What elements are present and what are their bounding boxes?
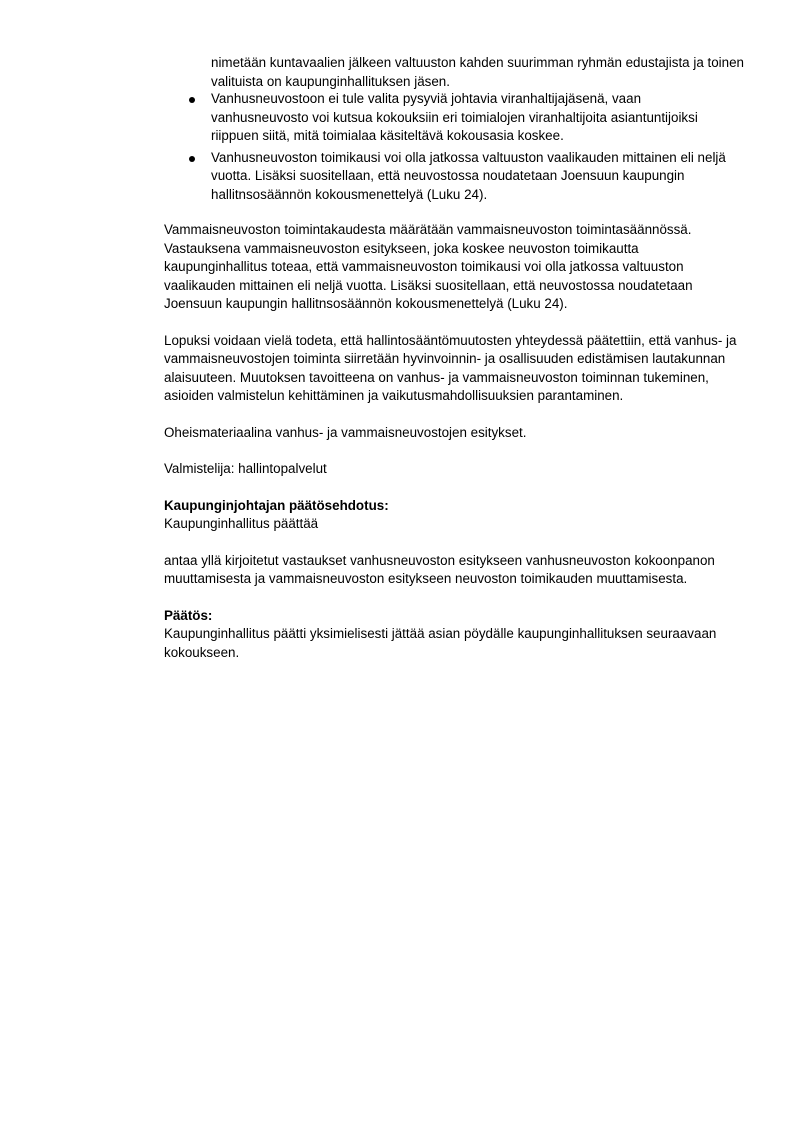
decision-body: Kaupunginhallitus päätti yksimielisesti jättää asian pöydälle kaupunginhallituksen seuraavaan kokoukseen. <box>164 626 717 660</box>
bullet-text: Vanhusneuvostoon ei tule valita pysyviä johtavia viranhaltijajäsenä, vaan vanhusneuvosto voi kutsua kokouksiin eri toimialojen viranhaltijoita asiantuntijoiksi riippuen siitä, mitä toimialaa käsiteltävä kokousasia koskee. <box>211 91 698 143</box>
bullet-list <box>0 90 794 207</box>
spacer <box>164 534 744 552</box>
proposal-body: antaa yllä kirjoitetut vastaukset vanhusneuvoston esitykseen vanhusneuvoston kokoonpanon muuttamisesta ja vammaisneuvoston esitykseen neuvoston toimikauden muuttamisesta. <box>164 552 715 586</box>
bullet-item <box>0 90 741 146</box>
bullet-icon <box>189 156 195 162</box>
bullet-item <box>0 149 741 205</box>
decision-heading: Päätös: <box>164 607 213 623</box>
oheismateriaali-paragraph: Oheismateriaalina vanhus- ja vammaisneuvostojen esitykset. <box>164 424 527 440</box>
continuation-text: nimetään kuntavaalien jälkeen valtuuston kahden suurimman ryhmän edustajista ja toinen valituista on kaupunginhallituksen jäsen. <box>211 55 744 89</box>
bullet-text: Vanhusneuvoston toimikausi voi olla jatkossa valtuuston vaalikauden mittainen eli neljä vuotta. Lisäksi suositellaan, että neuvostossa noudatetaan Joensuun kaupungin hallitnsosäännön kokousmenettelyä (Luku 24). <box>211 149 726 202</box>
lopuksi-paragraph: Lopuksi voidaan vielä todeta, että hallintosääntömuutosten yhteydessä päätettiin, että vanhus- ja vammaisneuvostojen toiminta siirretään hyvinvoinnin- ja osallisuuden edistämisen lautakunnan alaisuuteen. Muutoksen tavoitteena on vanhus- ja vammaisneuvoston toiminnan tukeminen, asioiden valmistelun kehittäminen ja vaikutusmahdollisuuksien parantaminen. <box>164 332 737 403</box>
proposal-intro: Kaupunginhallitus päättää <box>164 516 319 531</box>
vammaisneuvosto-paragraph: Vammaisneuvoston toimintakaudesta määrätään vammaisneuvoston toimintasäännössä. Vastauksena vammaisneuvoston esitykseen, joka koskee neuvoston toimikautta kaupunginhallitus toteaa, että vammaisneuvoston toimikausi voi olla jatkossa valtuuston vaalikauden mittainen eli neljä vuotta. Lisäksi suositellaan, että neuvostossa noudatetaan Joensuun kaupungin hallitnsosäännön kokousmenettelyä (Luku 24). <box>164 222 693 311</box>
valmistelija-paragraph: Valmistelija: hallintopalvelut <box>164 461 327 476</box>
bullet-icon <box>189 97 195 103</box>
main-text <box>164 221 744 662</box>
proposal-heading: Kaupunginjohtajan päätösehdotus: <box>164 497 389 513</box>
